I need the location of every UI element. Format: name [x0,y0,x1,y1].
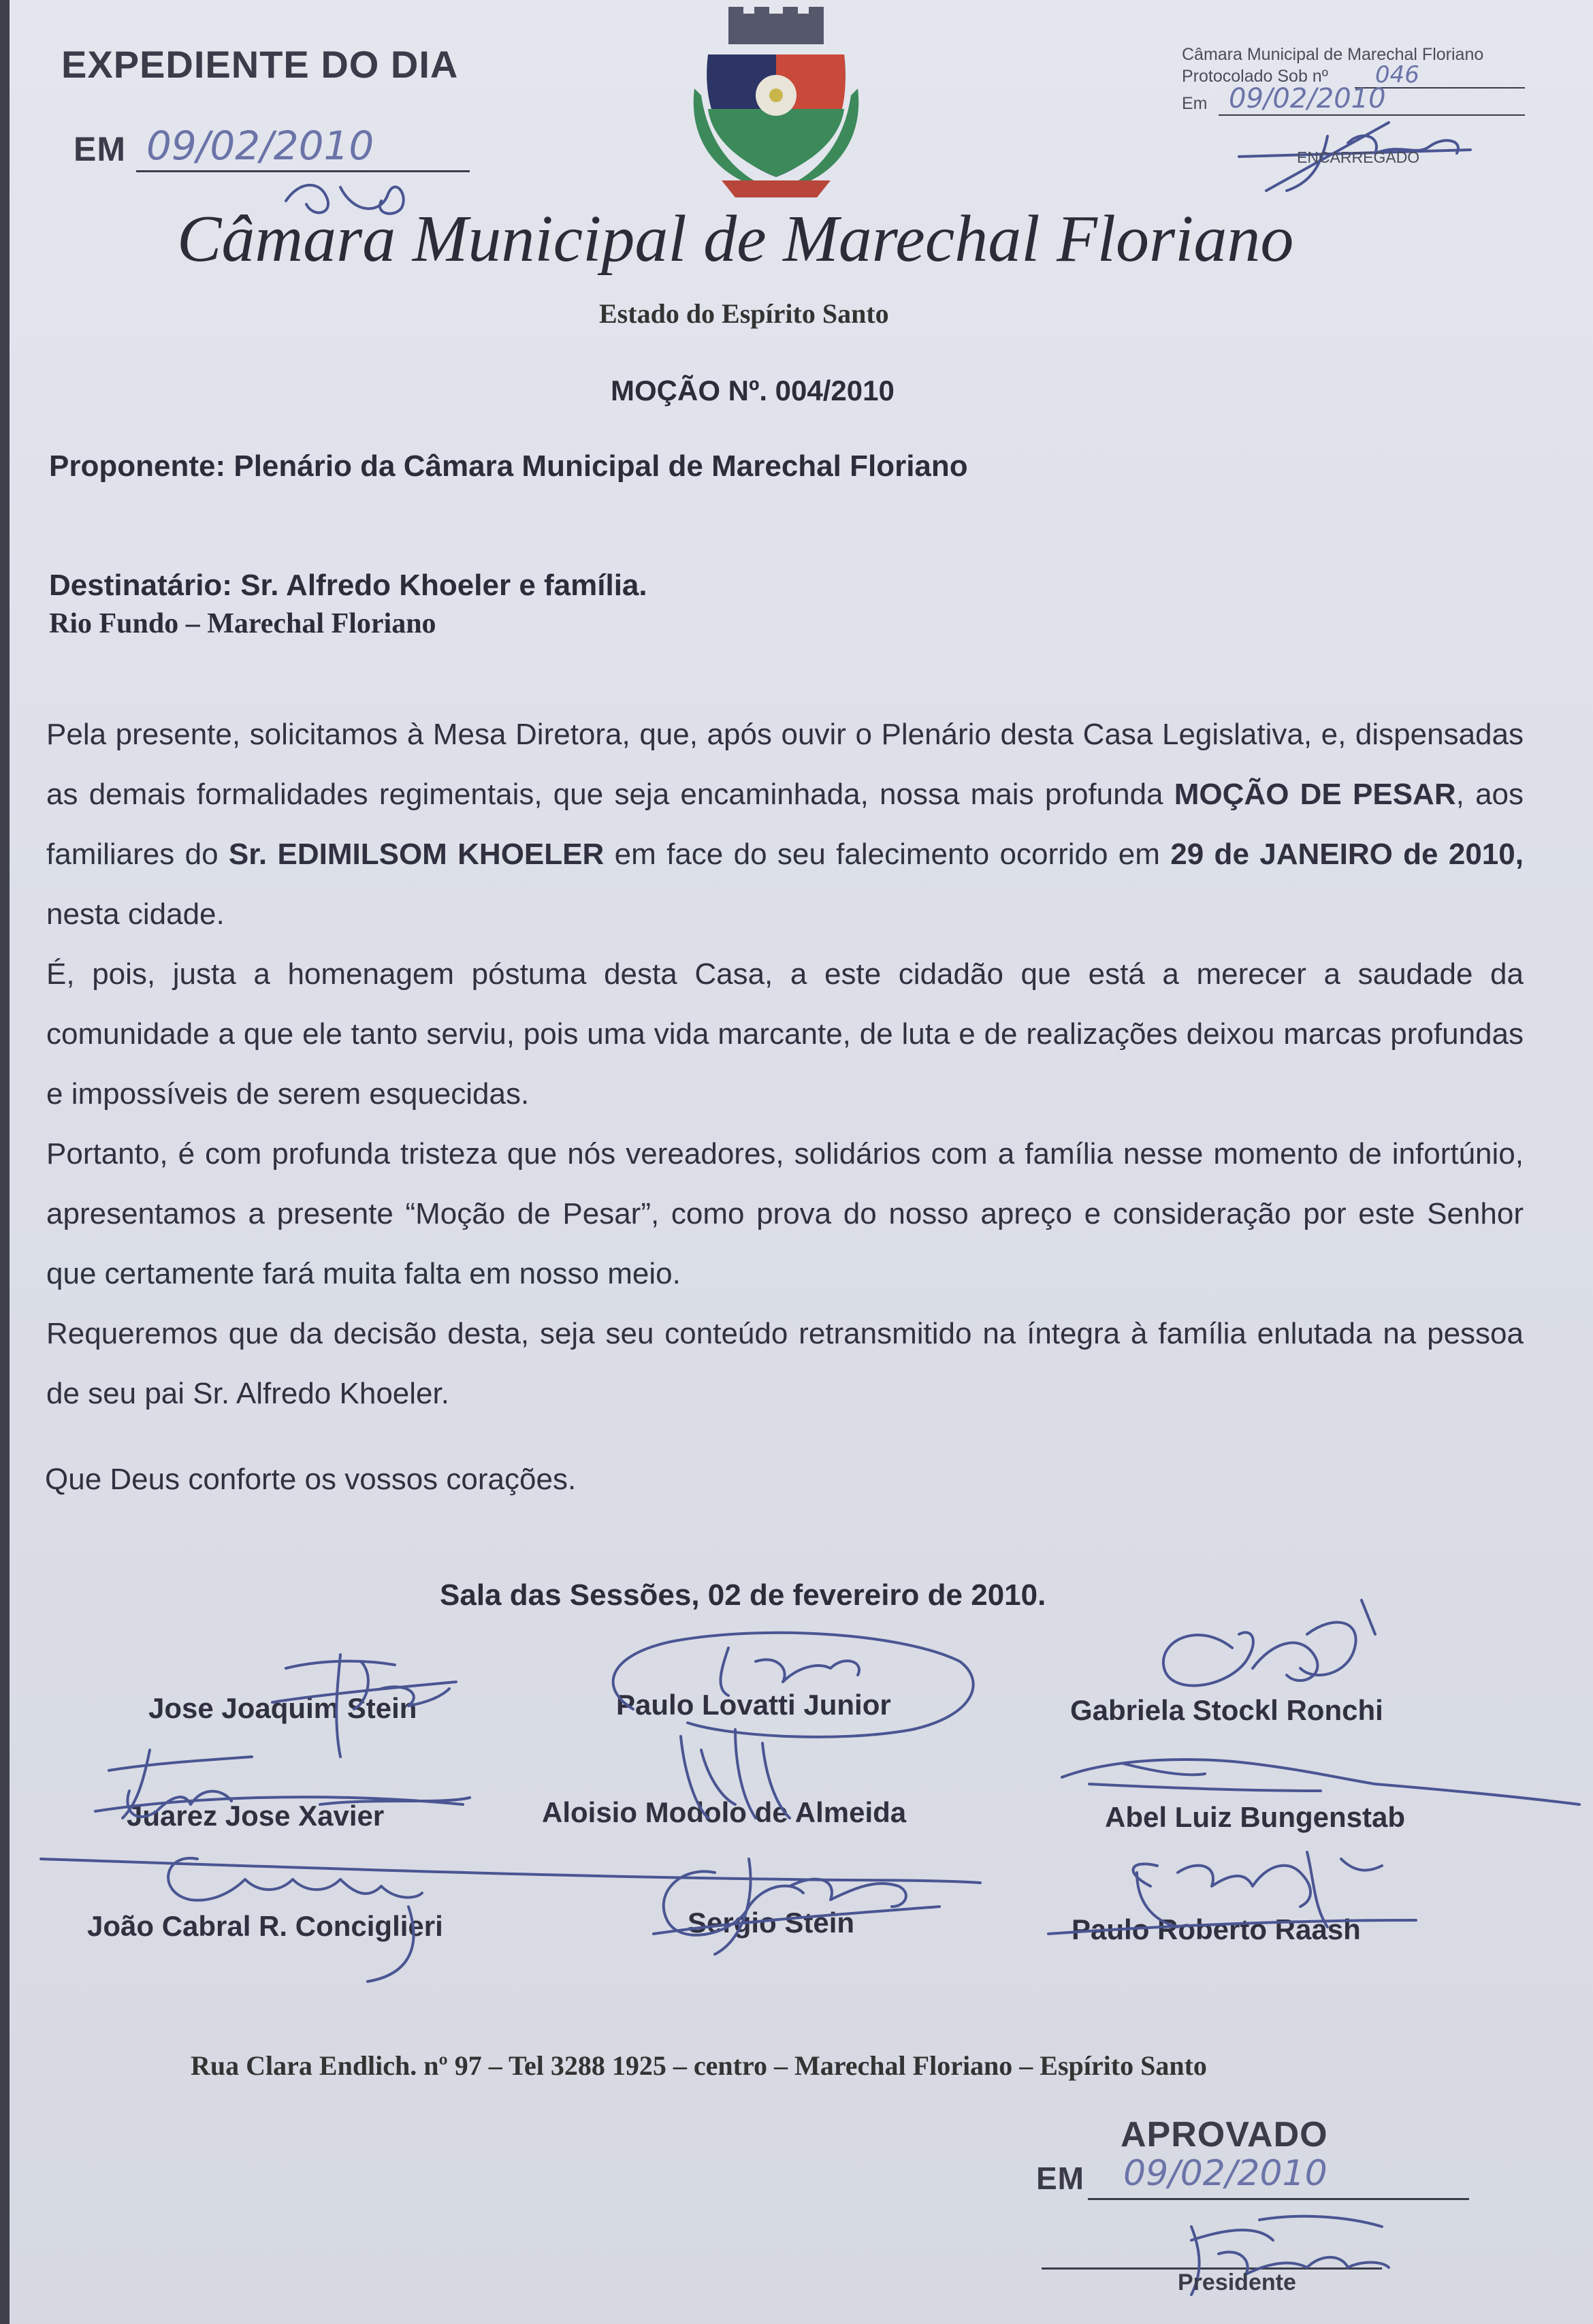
body-p1-intro: Pela presente, solicitamos à Mesa Diretora, que, após ouvir o Plenário desta Casa Legislativa, e, dispensadas as demais formalidades regimentais, que seja encaminhada, nossa mais profunda [46,718,1524,811]
proponent-label: Proponente: [49,449,226,483]
signatory-name: Abel Luiz Bungenstab [1105,1801,1405,1833]
page-title: Câmara Municipal de Marechal Floriano [177,202,1294,276]
session-line: Sala das Sessões, 02 de fevereiro de 2010. [440,1578,1046,1612]
body-p1-face: em face do seu falecimento ocorrido em [614,838,1160,871]
document-number: MOÇÃO Nº. 004/2010 [611,375,895,407]
protocol-stamp-date-label: Em [1182,94,1208,113]
signatory-name: Juarez Jose Xavier [127,1800,385,1832]
stamp-expediente-title: EXPEDIENTE DO DIA [61,43,459,86]
page-left-edge [0,0,10,2324]
stamp-expediente-date-handwritten: 09/02/2010 [146,123,374,169]
signatory-name: Paulo Roberto Raash [1072,1913,1361,1945]
motion-body [46,705,1524,1424]
body-paragraph-1 [46,705,1524,944]
body-p1-to-family: , aos familiares do [46,778,1524,871]
protocol-stamp-role: ENCARREGADO [1297,148,1420,166]
protocol-stamp-line1: Câmara Municipal de Marechal Floriano [1182,45,1484,64]
signatory-name: João Cabral R. Conciglieri [87,1910,443,1942]
body-p1-motion: MOÇÃO DE PESAR [1174,778,1456,811]
signature-abel-luiz-bungenstab [1048,1743,1593,1825]
proponent-value: Plenário da Câmara Municipal de Marechal Floriano [234,449,968,483]
signatory-name: Jose Joaquim Stein [148,1692,417,1724]
signature-gabriela-stockl-ronchi [1144,1593,1402,1730]
stamp-expediente-date-line [136,170,470,172]
signature-juarez-jose-xavier [82,1730,477,1838]
recipient-label: Destinatário: [49,569,232,602]
body-paragraph-2: É, pois, justa a homenagem póstuma desta Casa, a este cidadão que está a merecer a saudade da comunidade a que ele tanto serviu, pois uma vida marcante, de luta e de realizações deixou marcas profundas e impossíveis de serem esquecidas. [46,957,1524,1111]
proponent-line [49,449,968,483]
closing-line: Que Deus conforte os vossos corações. [45,1463,577,1496]
signatory-name: Gabriela Stockl Ronchi [1070,1694,1383,1726]
protocol-date-handwritten: 09/02/2010 [1229,83,1386,114]
approval-date-label: EM [1036,2161,1084,2196]
protocol-number-handwritten: 046 [1375,61,1419,89]
recipient-value: Sr. Alfredo Khoeler e família. [240,569,647,602]
protocol-stamp-line2-label: Protocolado Sob nº [1182,67,1328,86]
signature-aloisio-modolo [667,1723,803,1832]
stamp-expediente-date-label: EM [74,130,126,168]
body-paragraph-4: Requeremos que da decisão desta, seja seu conteúdo retransmitido na íntegra à família enlutada na pessoa de seu pai Sr. Alfredo Khoeler. [46,1317,1524,1410]
signatory-name: Sergio Stein [688,1907,855,1939]
coat-of-arms-logo [681,7,871,204]
recipient-location: Rio Fundo – Marechal Floriano [49,608,436,639]
body-paragraph-3: Portanto, é com profunda tristeza que nós vereadores, solidários com a família nesse momento de infortúnio, apresentamos a presente “Moção de Pesar”, como prova do nosso apreço e consideração por este Senhor que certamente fará muita falta em nosso meio. [46,1137,1524,1290]
signatory-name: Aloisio Modolo de Almeida [542,1796,907,1828]
body-p1-city: nesta cidade. [46,897,225,931]
signature-sergio-stein [613,1845,953,1968]
body-p1-deceased: Sr. EDIMILSOM KHOELER [228,838,605,871]
recipient-line [49,569,647,603]
approval-title: APROVADO [1121,2115,1328,2154]
state-subtitle: Estado do Espírito Santo [599,298,889,329]
body-p1-date: 29 de JANEIRO de 2010, [1170,838,1524,871]
approval-role: Presidente [1178,2270,1296,2295]
approval-date-handwritten: 09/02/2010 [1123,2153,1328,2194]
signature-paulo-roberto-raash [1042,1832,1423,1961]
signatory-name: Paulo Lovatti Junior [616,1689,891,1721]
footer-address: Rua Clara Endlich. nº 97 – Tel 3288 1925 – centro – Marechal Floriano – Espírito Santo [191,2050,1207,2081]
